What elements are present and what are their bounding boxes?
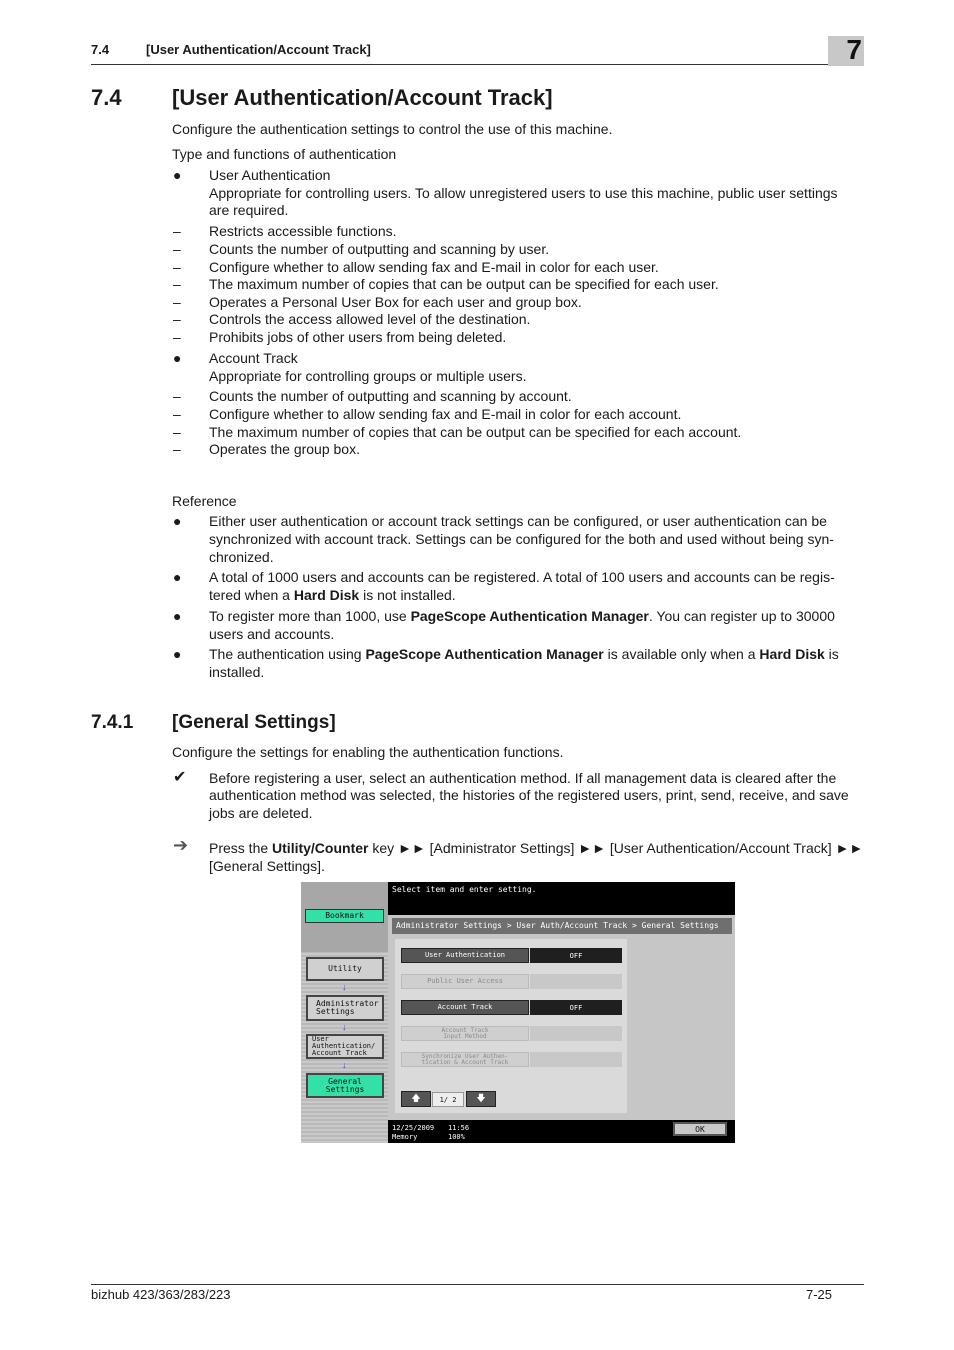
- bullet-mark: ●: [173, 167, 182, 183]
- dash-mark: –: [173, 441, 181, 457]
- list-item: Counts the number of outputting and scanning by user.: [209, 241, 550, 257]
- prerequisite-note-cont: jobs are deleted.: [209, 805, 313, 821]
- bookmark-button[interactable]: Bookmark: [305, 909, 384, 923]
- page-down-icon[interactable]: 🡇: [466, 1091, 496, 1107]
- synchronize-value: [530, 1052, 622, 1067]
- chapter-number: 7: [846, 34, 862, 65]
- list-item: Configure whether to allow sending fax and E-mail in color for each account.: [209, 406, 682, 422]
- footer-page-number: 7-25: [806, 1287, 833, 1302]
- status-memory-label: Memory: [392, 1133, 418, 1141]
- dash-mark: –: [173, 406, 181, 422]
- ok-button[interactable]: OK: [673, 1122, 727, 1136]
- user-auth-desc-cont: are required.: [209, 202, 289, 218]
- bullet-mark: ●: [173, 646, 182, 662]
- top-message: Select item and enter setting.: [392, 885, 537, 894]
- bullet-mark: ●: [173, 350, 182, 366]
- dash-mark: –: [173, 311, 181, 327]
- reference-item: Either user authentication or account track settings can be configured, or user authentication can be: [209, 513, 827, 529]
- list-item: Counts the number of outputting and scanning by account.: [209, 388, 572, 404]
- subsection-intro: Configure the settings for enabling the authentication functions.: [172, 744, 564, 760]
- status-memory-value: 100%: [448, 1133, 465, 1141]
- running-header-section: 7.4: [91, 42, 110, 57]
- section-title: [User Authentication/Account Track]: [172, 85, 553, 110]
- subsection-number: 7.4.1: [91, 712, 134, 733]
- prerequisite-note-cont: authentication method was selected, the histories of the registered users, print, send, receive, and save: [209, 787, 849, 803]
- account-track-input-method-button[interactable]: Account Track Input Method: [401, 1026, 529, 1041]
- page-indicator: 1/ 2: [432, 1092, 464, 1107]
- dash-mark: –: [173, 223, 181, 239]
- down-arrow-icon: ↓: [342, 982, 347, 992]
- utility-button[interactable]: Utility: [306, 957, 384, 981]
- arrow-right-icon: ➔: [173, 835, 189, 855]
- status-time: 11:56: [448, 1124, 470, 1132]
- reference-item: A total of 1000 users and accounts can be registered. A total of 100 users and accounts can be regis-: [209, 569, 835, 585]
- bullet-mark: ●: [173, 608, 182, 624]
- list-item: The maximum number of copies that can be output can be specified for each user.: [209, 276, 719, 292]
- list-item: Restricts accessible functions.: [209, 223, 397, 239]
- reference-title: Reference: [172, 493, 237, 509]
- list-item: Configure whether to allow sending fax and E-mail in color for each user.: [209, 259, 659, 275]
- reference-item-cont: tered when a Hard Disk is not installed.: [209, 587, 456, 603]
- bullet-mark: ●: [173, 569, 182, 585]
- reference-item-cont: users and accounts.: [209, 626, 335, 642]
- control-panel-screenshot: [301, 882, 735, 1143]
- reference-item-cont: installed.: [209, 664, 265, 680]
- reference-item: The authentication using PageScope Authentication Manager is available only when a Hard Disk is: [209, 646, 839, 662]
- navigation-path: Press the Utility/Counter key ►► [Administrator Settings] ►► [User Authentication/Account Track] ►►: [209, 840, 864, 856]
- list-item: Prohibits jobs of other users from being deleted.: [209, 329, 507, 345]
- account-track-button[interactable]: Account Track: [401, 1000, 529, 1015]
- synchronize-button[interactable]: Synchronize User Authen- tication & Account Track: [401, 1052, 529, 1067]
- list-item: Operates the group box.: [209, 441, 360, 457]
- user-authentication-button[interactable]: User Authentication: [401, 948, 529, 963]
- account-track-title: Account Track: [209, 350, 298, 366]
- administrator-settings-button[interactable]: Administrator Settings: [306, 995, 384, 1021]
- message-bar: [388, 882, 735, 915]
- public-user-access-value: [530, 974, 622, 989]
- dash-mark: –: [173, 276, 181, 292]
- user-auth-account-track-button[interactable]: User Authentication/ Account Track: [306, 1034, 384, 1059]
- user-authentication-value: OFF: [530, 948, 622, 963]
- reference-item-cont: synchronized with account track. Settings can be configured for the both and used without being syn-: [209, 531, 834, 547]
- breadcrumb: Administrator Settings > User Auth/Account Track > General Settings: [392, 918, 732, 934]
- reference-item-cont: chronized.: [209, 549, 274, 565]
- header-divider: [91, 64, 864, 65]
- type-heading: Type and functions of authentication: [172, 146, 397, 162]
- bullet-mark: ●: [173, 513, 182, 529]
- running-header-title: [User Authentication/Account Track]: [146, 42, 371, 57]
- navigation-path-cont: [General Settings].: [209, 858, 325, 874]
- user-auth-desc: Appropriate for controlling users. To allow unregistered users to use this machine, public user settings: [209, 185, 838, 201]
- section-number: 7.4: [91, 85, 122, 110]
- user-auth-title: User Authentication: [209, 167, 331, 183]
- subsection-title: [General Settings]: [172, 712, 336, 733]
- dash-mark: –: [173, 388, 181, 404]
- dash-mark: –: [173, 329, 181, 345]
- reference-item: To register more than 1000, use PageScope Authentication Manager. You can register up to 30000: [209, 608, 835, 624]
- list-item: The maximum number of copies that can be output can be specified for each account.: [209, 424, 742, 440]
- list-item: Controls the access allowed level of the destination.: [209, 311, 531, 327]
- check-icon: ✔: [173, 769, 187, 786]
- prerequisite-note: Before registering a user, select an authentication method. If all management data is cleared after the: [209, 770, 837, 786]
- list-item: Operates a Personal User Box for each user and group box.: [209, 294, 582, 310]
- account-track-desc: Appropriate for controlling groups or multiple users.: [209, 368, 527, 384]
- status-date: 12/25/2009: [392, 1124, 435, 1132]
- footer-divider: [91, 1284, 864, 1285]
- account-track-value: OFF: [530, 1000, 622, 1015]
- dash-mark: –: [173, 294, 181, 310]
- down-arrow-icon: ↓: [342, 1022, 347, 1032]
- footer-model: bizhub 423/363/283/223: [91, 1287, 231, 1302]
- account-track-input-method-value: [530, 1026, 622, 1041]
- down-arrow-icon: ↓: [342, 1060, 347, 1070]
- dash-mark: –: [173, 259, 181, 275]
- public-user-access-button[interactable]: Public User Access: [401, 974, 529, 989]
- dash-mark: –: [173, 241, 181, 257]
- page-up-icon[interactable]: 🡅: [401, 1091, 431, 1107]
- general-settings-button[interactable]: General Settings: [306, 1073, 384, 1098]
- dash-mark: –: [173, 424, 181, 440]
- section-intro: Configure the authentication settings to control the use of this machine.: [172, 121, 613, 137]
